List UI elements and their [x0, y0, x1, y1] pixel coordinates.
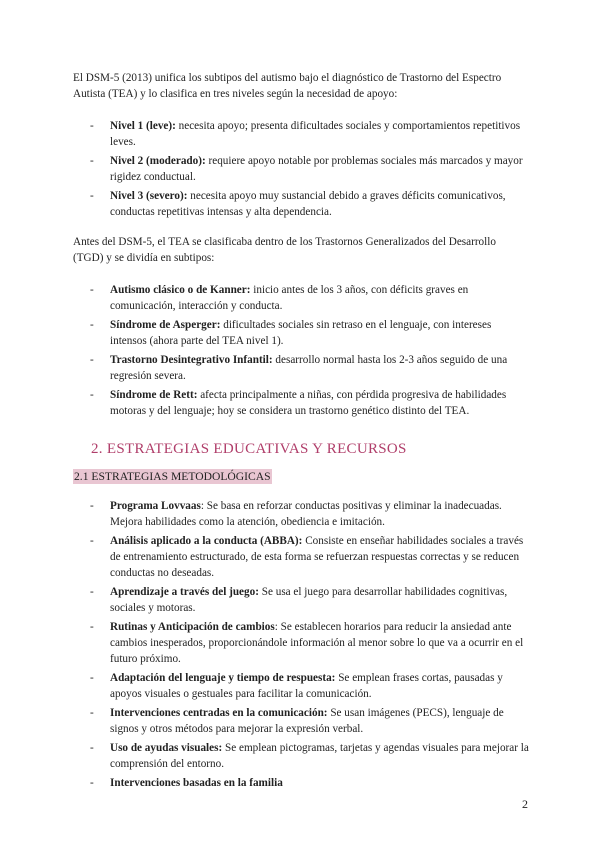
- list-item: [73, 317, 529, 349]
- item-desc: requiere apoyo notable por problemas sociales más marcados y mayor rigidez conductual.: [110, 155, 523, 183]
- list-item: [73, 670, 529, 702]
- list-item: [73, 619, 529, 667]
- item-term: Trastorno Desintegrativo Infantil:: [110, 354, 273, 366]
- item-term: Síndrome de Rett:: [110, 389, 198, 401]
- list-item: [73, 387, 529, 419]
- page-number: 2: [522, 797, 528, 811]
- item-desc: necesita apoyo; presenta dificultades sociales y comportamientos repetitivos leves.: [110, 120, 521, 148]
- item-term: Nivel 1 (leve):: [110, 120, 176, 132]
- list-item: [73, 282, 529, 314]
- item-term: Programa Lovvaas: [110, 500, 201, 512]
- item-term: Adaptación del lenguaje y tiempo de respuesta:: [110, 672, 336, 684]
- item-desc: Se emplean pictogramas, tarjetas y agendas visuales para mejorar la comprensión del entorno.: [110, 742, 529, 770]
- item-term: Autismo clásico o de Kanner:: [110, 284, 251, 296]
- item-term: Síndrome de Asperger:: [110, 319, 221, 331]
- item-desc: afecta principalmente a niñas, con pérdida progresiva de habilidades motoras y del lenguaje; hoy se considera un trastorno genético distinto del TEA.: [110, 389, 507, 417]
- item-desc: Consiste en enseñar habilidades sociales a través de entrenamiento estructurado, de esta forma se refuerzan respuestas correctas y se reducen conductas no deseadas.: [110, 535, 524, 579]
- item-desc: Se usan imágenes (PECS), lenguaje de signos y otros métodos para mejorar la expresión verbal.: [110, 707, 504, 735]
- item-desc: Se emplean frases cortas, pausadas y apoyos visuales o gestuales para facilitar la comunicación.: [110, 672, 503, 700]
- item-term: Nivel 2 (moderado):: [110, 155, 206, 167]
- list-item: [73, 740, 529, 772]
- list-item: [73, 118, 529, 150]
- list-item: [73, 584, 529, 616]
- item-term: Aprendizaje a través del juego:: [110, 586, 259, 598]
- list-item: [73, 533, 529, 581]
- item-term: Análisis aplicado a la conducta (ABBA):: [110, 535, 303, 547]
- levels-list: [73, 118, 529, 220]
- item-term: Nivel 3 (severo):: [110, 190, 188, 202]
- item-desc: necesita apoyo muy sustancial debido a graves déficits comunicativos, conductas repetitivas intensas y alta dependencia.: [110, 190, 506, 218]
- list-item: [73, 705, 529, 737]
- item-term: Uso de ayudas visuales:: [110, 742, 223, 754]
- strategies-list: [73, 498, 529, 791]
- subtypes-list: [73, 282, 529, 419]
- subsection-heading: 2.1 ESTRATEGIAS METODOLÓGICAS: [74, 470, 271, 483]
- item-desc: inicio antes de los 3 años, con déficits graves en comunicación, interacción y conducta.: [110, 284, 469, 312]
- item-desc: dificultades sociales sin retraso en el lenguaje, con intereses intensos (ahora parte del TEA nivel 1).: [110, 319, 492, 347]
- item-term: Rutinas y Anticipación de cambios: [110, 621, 275, 633]
- before-paragraph: Antes del DSM-5, el TEA se clasificaba dentro de los Trastornos Generalizados del Desarrollo (TGD) y se dividía en subtipos:: [73, 236, 496, 264]
- section-heading: 2. ESTRATEGIAS EDUCATIVAS Y RECURSOS: [91, 441, 407, 457]
- page-content: [73, 70, 529, 807]
- list-item: [73, 498, 529, 530]
- intro-paragraph: El DSM-5 (2013) unifica los subtipos del autismo bajo el diagnóstico de Trastorno del Espectro Autista (TEA) y lo clasifica en tres niveles según la necesidad de apoyo:: [73, 72, 502, 100]
- item-term: Intervenciones basadas en la familia: [110, 777, 283, 789]
- item-term: Intervenciones centradas en la comunicación:: [110, 707, 328, 719]
- list-item: [73, 775, 529, 791]
- item-desc: desarrollo normal hasta los 2-3 años seguido de una regresión severa.: [110, 354, 508, 382]
- item-desc: Se usa el juego para desarrollar habilidades cognitivas, sociales y motoras.: [110, 586, 508, 614]
- list-item: [73, 352, 529, 384]
- list-item: [73, 153, 529, 185]
- item-desc: : Se basa en reforzar conductas positivas y eliminar la inadecuadas. Mejora habilidades como la atención, obediencia e imitación.: [110, 500, 502, 528]
- item-desc: : Se establecen horarios para reducir la ansiedad ante cambios inesperados, proporcionándole información al menor sobre lo que va a ocurrir en el futuro próximo.: [110, 621, 524, 665]
- list-item: [73, 188, 529, 220]
